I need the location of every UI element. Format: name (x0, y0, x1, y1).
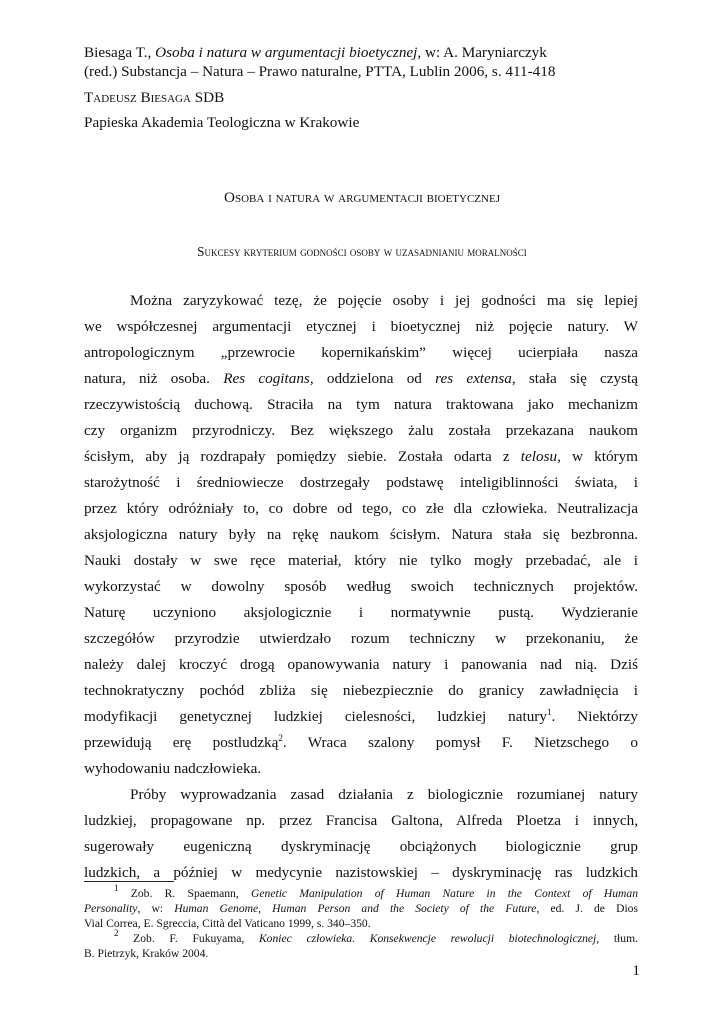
body-line: przez który odróżniały to, co dobre od tego, co złe dla człowieka. Neutralizacja (84, 500, 638, 517)
text-run: . Wraca szalony pomysł F. Nietzschego o (282, 734, 638, 751)
author-name: Tadeusz Biesaga (84, 89, 191, 106)
text-run: Zob. F. Fukuyama, (118, 932, 259, 945)
author-affiliation: Papieska Akademia Teologiczna w Krakowie (84, 114, 360, 131)
footnote-separator (84, 881, 174, 882)
author-suffix: SDB (190, 89, 225, 106)
body-line: Naturę uczyniono aksjologicznie i normatywnie pustą. Wydzieranie (84, 604, 638, 621)
footnote-1-line (114, 883, 638, 901)
body-line: aksjologiczna natury były na rękę naukom ścisłym. Natura stała się bezbronna. (84, 526, 638, 543)
body-line: czy organizm przyrodniczy. Bez większego żalu została przekazana naukom (84, 422, 638, 439)
body-line: Próby wyprowadzania zasad działania z biologicznie rozumianej natury (130, 786, 638, 803)
citation-text: w: A. Maryniarczyk (421, 44, 547, 61)
author-line (84, 88, 224, 107)
text-run: tłum. (599, 932, 638, 945)
text-run: , w którym (557, 448, 638, 465)
footnote-2-line: B. Pietrzyk, Kraków 2004. (84, 947, 209, 960)
body-line: sugerowały eugeniczną dyskryminację obciążonych biologicznie grup (84, 838, 638, 855)
footnote-1-line: Vial Correa, E. Sgreccia, Città del Vaticano 1999, s. 340–350. (84, 917, 371, 930)
body-line: należy dalej kroczyć drogą opanowywania natury i panowania nad nią. Dziś (84, 656, 638, 673)
body-line: Nauki dostały w swe ręce materiał, który nie tylko mogły przebadać, ale i (84, 552, 638, 569)
page-number: 1 (632, 962, 640, 979)
body-line: starożytność i średniowiecze dostrzegały podstawę inteligiblinności świata, i (84, 474, 638, 491)
text-run: natura, niż osoba. (84, 370, 224, 387)
text-run: , oddzielona od (309, 370, 436, 387)
body-line: szczegółów przyrodzie utwierdzało rozum techniczny w przekonaniu, że (84, 630, 638, 647)
body-line: Można zaryzykować tezę, że pojęcie osoby i jej godności ma się lepiej (130, 292, 638, 309)
body-line (84, 707, 638, 727)
article-title: Osoba i natura w argumentacji bioetycznej (224, 189, 500, 206)
body-line: rzeczywistością duchową. Straciła na tym natura traktowana jako mechanizm (84, 396, 638, 413)
footnote-mark: 2 (114, 928, 119, 938)
body-line (84, 447, 638, 467)
italic-title: Personality (84, 902, 138, 915)
body-line: ludzkiej, propagowane np. przez Francisa Galtona, Alfreda Ploetza i innych, (84, 812, 638, 829)
body-line: wyhodowaniu nadczłowieka. (84, 760, 262, 777)
section-subtitle: Sukcesy kryterium godności osoby w uzasadnianiu moralności (197, 244, 527, 259)
footnote-ref-1[interactable]: 1 (546, 707, 552, 717)
footnote-1-line (84, 901, 638, 916)
italic-title: Genetic Manipulation of Human Nature in the Context of Human (251, 887, 638, 900)
footnote-ref-2[interactable]: 2 (278, 733, 283, 743)
body-line: we współczesnej argumentacji etycznej i bioetycznej niż pojęcie natury. W (84, 318, 638, 335)
body-line: ludzkich, a później w medycynie nazistowskiej – dyskryminację ras ludzkich (84, 864, 638, 881)
body-line: wykorzystać w dowolny sposób według swoich technicznych projektów. (84, 578, 638, 595)
text-run: , stała się czystą (511, 370, 638, 387)
body-line: antropologicznym „przewrocie kopernikańskim” więcej ucierpiała nasza (84, 344, 638, 361)
body-line: technokratyczny pochód zbliża się niebezpiecznie do granicy zawładnięcia i (84, 682, 638, 699)
body-line (84, 733, 638, 753)
text-run: ścisłym, aby ją rozdrapały pomiędzy siebie. Została odarta z (84, 448, 521, 465)
citation-line-2: (red.) Substancja – Natura – Prawo naturalne, PTTA, Lublin 2006, s. 411-418 (84, 63, 556, 80)
italic-title: Human Genome, Human Person and the Society of the Future (174, 902, 537, 915)
text-run: , ed. J. de Dios (536, 902, 638, 915)
italic-term: res extensa (435, 370, 512, 387)
citation-title: Osoba i natura w argumentacji bioetycznej, (155, 44, 422, 61)
citation-line-1 (84, 43, 547, 62)
citation-text: Biesaga T., (84, 44, 156, 61)
italic-title: Koniec człowieka. Konsekwencje rewolucji biotechnologicznej, (258, 932, 600, 945)
text-run: Zob. R. Spaemann, (118, 887, 252, 900)
text-run: modyfikacji genetycznej ludzkiej cielesności, ludzkiej natury (84, 708, 547, 725)
footnote-mark: 1 (114, 883, 119, 893)
italic-term: telosu (520, 448, 558, 465)
italic-term: Res cogitans (223, 370, 310, 387)
text-run: przewidują erę postludzką (84, 734, 279, 751)
text-run: . Niektórzy (551, 708, 638, 725)
body-line (84, 369, 638, 389)
text-run: , w: (137, 902, 175, 915)
footnote-2-line (114, 928, 638, 946)
